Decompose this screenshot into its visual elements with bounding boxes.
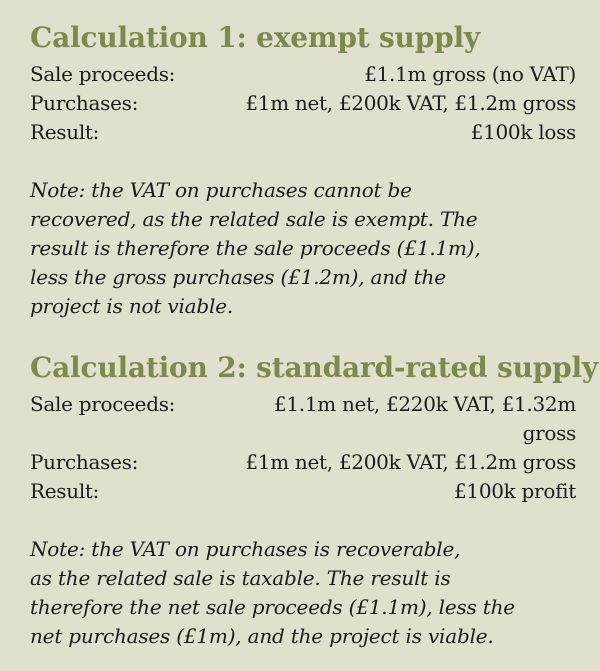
row-value: £1.1m net, £220k VAT, £1.32m gross [273,392,576,445]
row-value: £1.1m gross (no VAT) [364,62,576,86]
calc1-purchases-row [30,89,576,118]
row-label: Result: [30,479,100,503]
note-line: net purchases (£1m), and the project is viable. [30,624,494,648]
row-value: £1m net, £200k VAT, £1.2m gross [245,91,576,115]
calc1-sale-proceeds-row [30,60,576,89]
row-label: Purchases: [30,450,139,474]
calc2-result-row [30,477,576,506]
note-line: as the related sale is taxable. The result is [30,566,451,590]
calculation-2-note [30,535,576,651]
calc1-result-row [30,118,576,147]
row-value: £100k loss [470,120,576,144]
calculation-1-title: Calculation 1: exempt supply [30,21,480,54]
calculation-2-section [30,346,598,651]
note-line: Note: the VAT on purchases cannot be [30,178,412,202]
row-value: £1m net, £200k VAT, £1.2m gross [245,450,576,474]
row-label: Sale proceeds: [30,392,176,416]
calculation-2-title: Calculation 2: standard-rated supply [30,351,598,384]
note-line: Note: the VAT on purchases is recoverable, [30,537,461,561]
calculation-1-note [30,176,576,321]
calculation-1-section [30,16,576,321]
row-label: Purchases: [30,91,139,115]
note-line: result is therefore the sale proceeds (£1.1m), [30,236,481,260]
note-line: therefore the net sale proceeds (£1.1m), less the [30,595,515,619]
row-value: £100k profit [453,479,576,503]
note-line: project is not viable. [30,294,233,318]
row-label: Result: [30,120,100,144]
note-line: less the gross purchases (£1.2m), and the [30,265,446,289]
row-label: Sale proceeds: [30,62,176,86]
calc2-purchases-row [30,448,576,477]
calc2-sale-proceeds-row [30,390,576,448]
note-line: recovered, as the related sale is exempt. The [30,207,478,231]
